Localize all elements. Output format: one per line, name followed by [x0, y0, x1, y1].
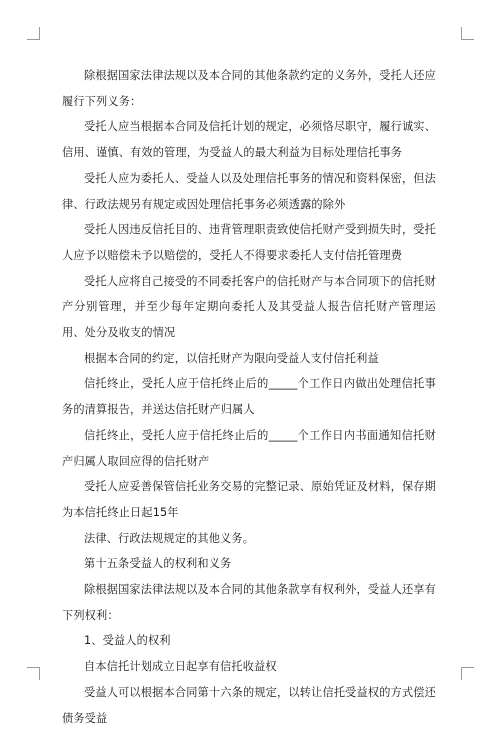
paragraph-confidentiality: 受托人应为委托人、受益人以及处理信托事务的情况和资料保密，但法律、行政法规另有规定或因处理信托事务必须透露的除外	[62, 171, 436, 211]
document-body	[62, 63, 436, 731]
paragraph-record-keeping: 受托人应妥善保管信托业务交易的完整记录、原始凭证及材料，保存期为本信托终止日起15年	[62, 480, 436, 519]
paragraph-other-obligations: 法律、行政法规规定的其他义务。	[84, 531, 255, 545]
article-15-heading: 第十五条受益人的权利和义务	[84, 557, 232, 571]
paragraph-notify-owner: 信托终止，受托人应于信托终止后的_____个工作日内书面通知信托财产归属人取回应得的信托财产	[62, 428, 436, 468]
paragraph-liquidation-report: 信托终止，受托人应于信托终止后的_____个工作日内做出处理信托事务的清算报告，并送达信托财产归属人	[62, 377, 436, 417]
paragraph-beneficiary-rights-intro: 除根据国家法律法规以及本合同的其他条款享有权利外，受益人还享有下列权利：	[62, 583, 436, 622]
crop-mark-top-right	[461, 27, 474, 40]
paragraph-trustee-obligations-intro: 除根据国家法律法规以及本合同的其他条款约定的义务外，受托人还应履行下列义务：	[62, 69, 436, 108]
paragraph-income-right: 自本信托计划成立日起享有信托收益权	[84, 660, 277, 674]
crop-mark-bottom-right	[461, 667, 474, 680]
paragraph-diligent-management: 受托人应当根据本合同及信托计划的规定，必须恪尽职守，履行诚实、信用、谨慎、有效的管理，为受益人的最大利益为目标处理信托事务	[62, 120, 436, 160]
section-beneficiary-rights: 1、受益人的权利	[84, 634, 171, 648]
paragraph-compensation: 受托人因违反信托目的、违背管理职责致使信托财产受到损失时，受托人应予以赔偿未予以赔偿的，受托人不得要求委托人支付信托管理费	[62, 223, 436, 262]
crop-mark-bottom-left	[27, 667, 40, 680]
paragraph-pay-trust-benefits: 根据本合同的约定，以信托财产为限向受益人支付信托利益	[84, 351, 379, 365]
paragraph-separate-management: 受托人应将自己接受的不同委托客户的信托财产与本合同项下的信托财产分别管理，并至少每年定期向委托人及其受益人报告信托财产管理运用、处分及收支的情况	[62, 274, 436, 340]
crop-mark-top-left	[27, 27, 40, 40]
paragraph-transfer-right: 受益人可以根据本合同第十六条的规定，以转让信托受益权的方式偿还债务受益	[62, 685, 436, 725]
